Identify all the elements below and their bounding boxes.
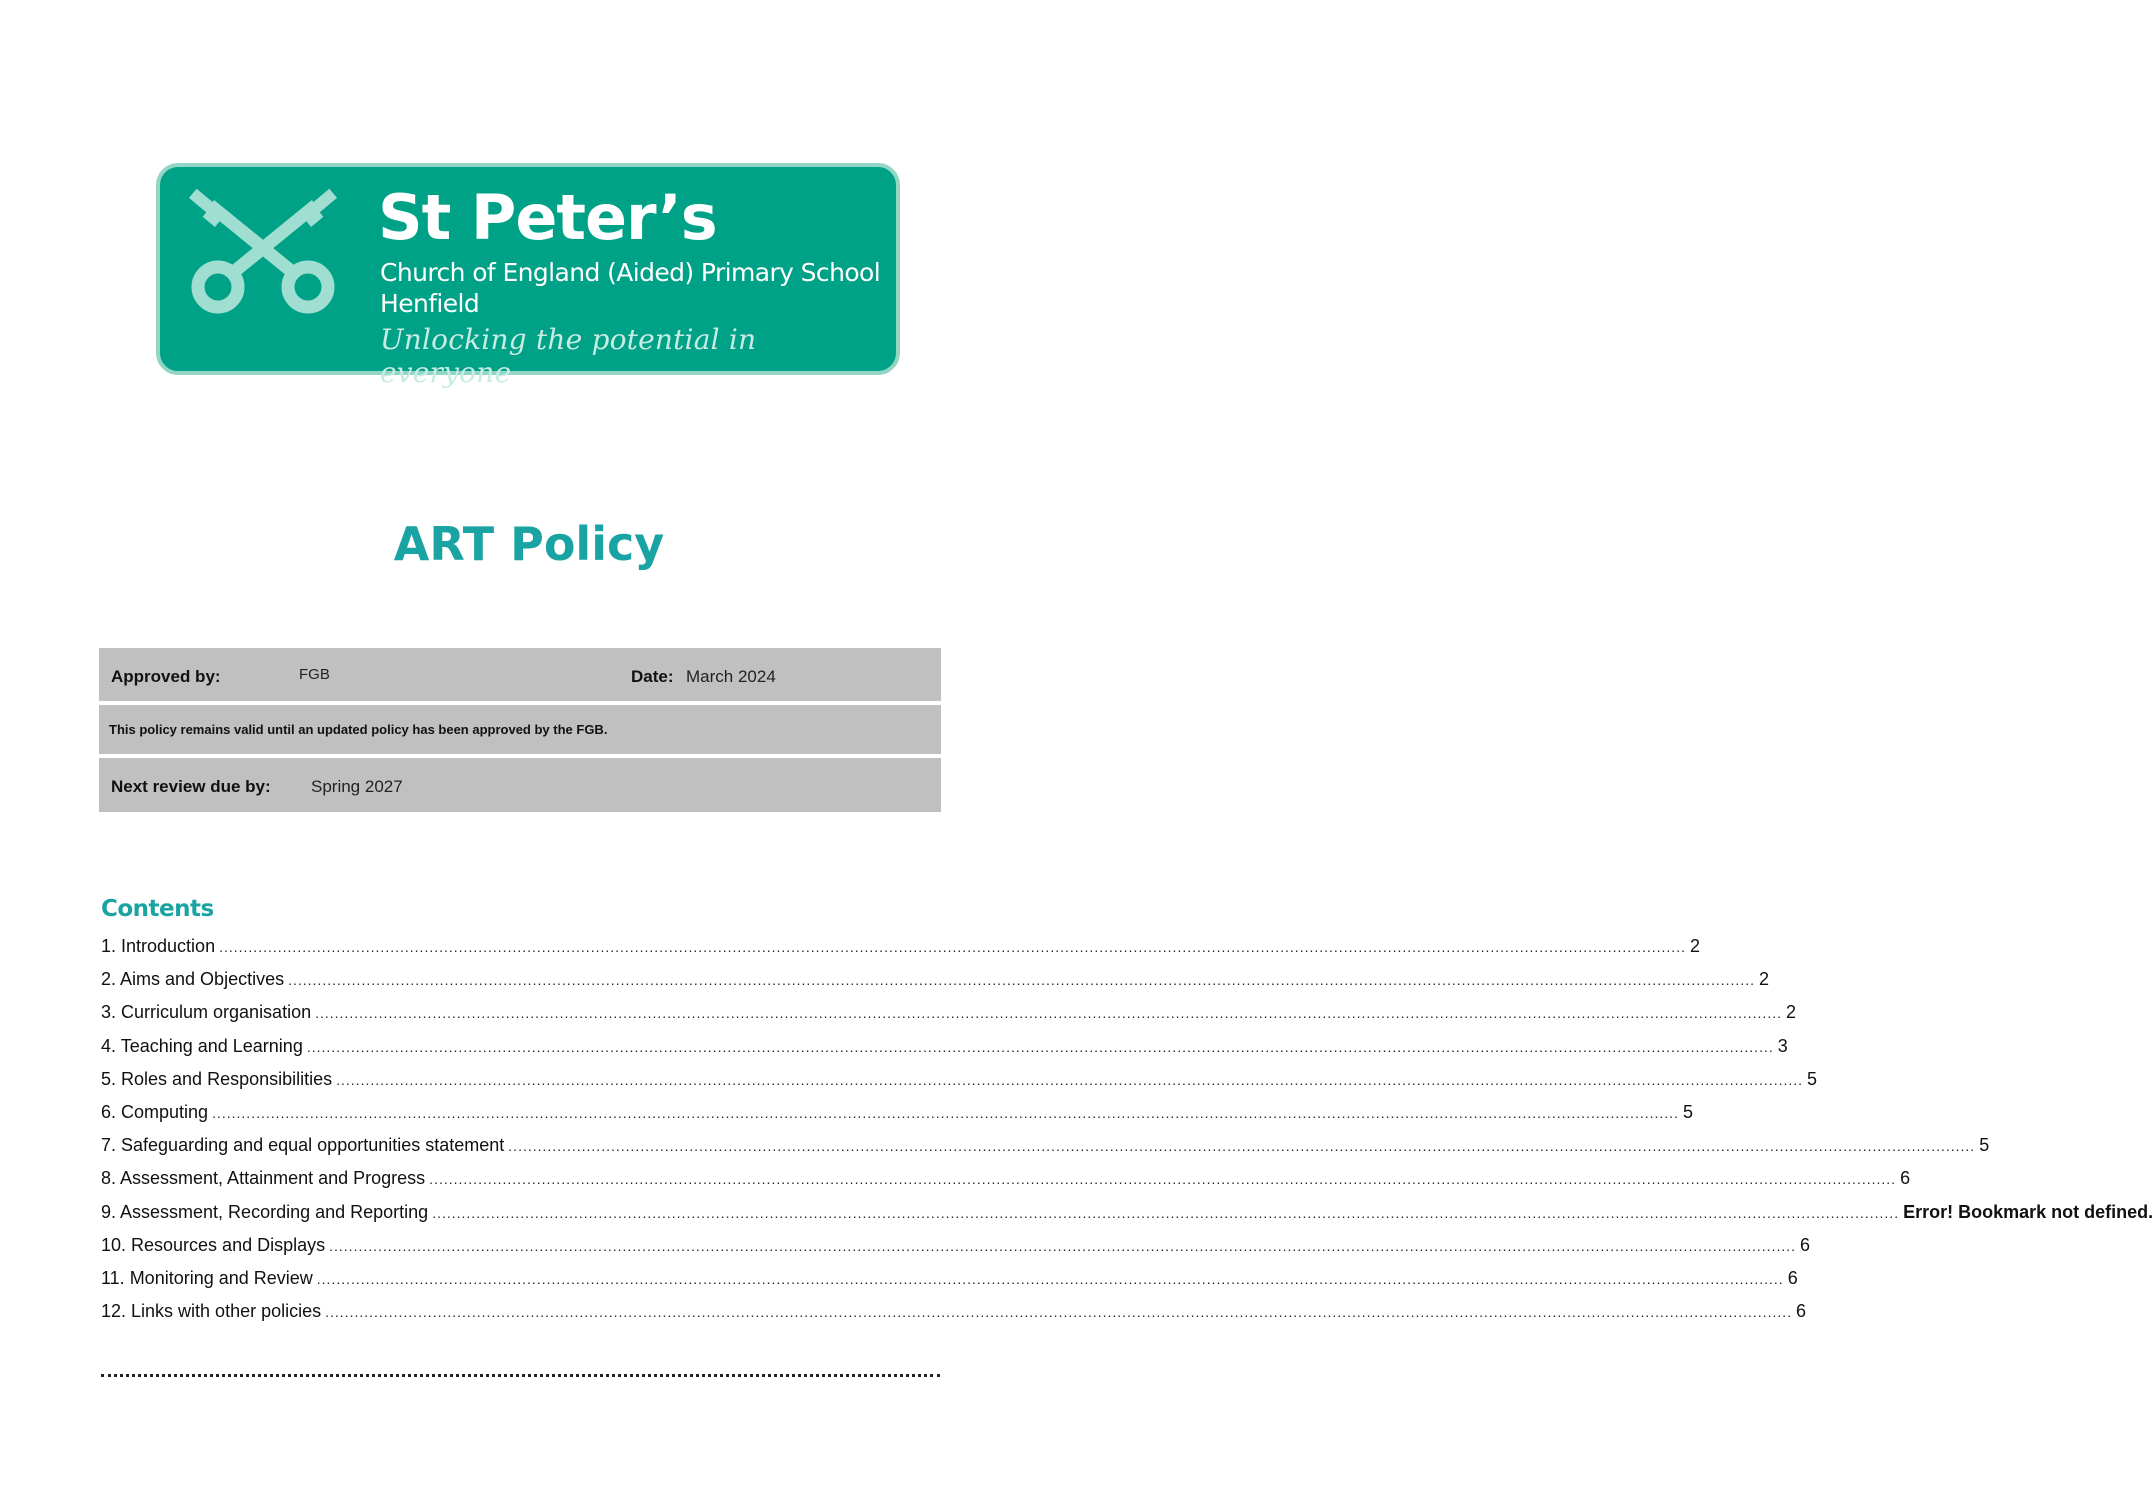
toc-leader-dots: ............................................................................................................................................................................................................................................................................................................ [316,1270,1784,1287]
dotted-divider [101,1374,940,1377]
approval-row [99,648,941,701]
school-logo [156,163,900,389]
toc-leader-dots: ............................................................................................................................................................................................................................................................................................................ [212,1104,1679,1121]
toc-item-title[interactable]: 4. Teaching and Learning [101,1035,303,1056]
toc-item-page: 5 [1979,1135,1990,1156]
toc-item-title[interactable]: 5. Roles and Responsibilities [101,1068,333,1089]
toc-item-title[interactable]: 3. Curriculum organisation [101,1002,312,1023]
page-title: ART Policy [393,517,665,571]
toc-item[interactable] [101,1201,2153,1235]
logo-subtitle-line1: Church of England (Aided) Primary School [380,258,881,287]
toc-item-page: 2 [1786,1002,1797,1023]
toc-leader-dots: ............................................................................................................................................................................................................................................................................................................ [336,1071,1804,1088]
toc-item[interactable] [101,1168,1911,1201]
toc-leader-dots: ............................................................................................................................................................................................................................................................................................................ [429,1171,1897,1188]
toc-leader-dots: ............................................................................................................................................................................................................................................................................................................ [508,1138,1976,1155]
toc-item[interactable] [101,1301,1807,1334]
validity-row [99,705,941,754]
next-review-value: Spring 2027 [311,777,403,796]
toc-item-page: 3 [1777,1035,1788,1056]
toc-leader-dots: ............................................................................................................................................................................................................................................................................................................ [432,1204,1900,1221]
date-value: March 2024 [686,667,776,686]
toc-item-page: 2 [1689,936,1700,956]
logo-subtitle [380,257,880,319]
toc-item-title[interactable]: 10. Resources and Displays [101,1234,326,1255]
logo-subtitle-line2: Henfield [380,289,480,318]
toc-item-title[interactable]: 1. Introduction [101,936,216,956]
toc-item-page: 5 [1682,1101,1693,1122]
validity-note: This policy remains valid until an updated policy has been approved by the FGB. [109,722,608,737]
toc-item-title[interactable]: 2. Aims and Objectives [101,969,285,990]
toc-item[interactable] [101,1135,1990,1168]
toc-item-title[interactable]: 6. Computing [101,1101,209,1122]
approved-by-value: FGB [299,666,330,683]
toc-item[interactable] [101,969,1770,1002]
toc-item[interactable] [101,1002,1797,1035]
toc-leader-dots: ............................................................................................................................................................................................................................................................................................................ [288,972,1755,989]
crossed-keys-icon [188,183,338,323]
toc-item-title[interactable]: 7. Safeguarding and equal opportunities statement [101,1135,505,1156]
toc-item-page: Error! Bookmark not defined. [1903,1201,2153,1222]
toc-leader-dots: ............................................................................................................................................................................................................................................................................................................ [325,1304,1793,1321]
approved-by-label: Approved by: [111,667,221,686]
toc-item-page: 5 [1807,1068,1818,1089]
table-of-contents [101,936,2153,1334]
toc-leader-dots: ............................................................................................................................................................................................................................................................................................................ [219,939,1686,955]
date-label: Date: [631,667,674,686]
toc-item[interactable] [101,1035,1788,1069]
toc-leader-dots: ............................................................................................................................................................................................................................................................................................................ [315,1005,1782,1022]
toc-item[interactable] [101,1101,1693,1135]
toc-item-page: 6 [1787,1267,1798,1288]
toc-item[interactable] [101,1234,1811,1268]
toc-item-title[interactable]: 12. Links with other policies [101,1301,322,1322]
review-row [99,758,941,812]
toc-leader-dots: ............................................................................................................................................................................................................................................................................................................ [329,1237,1797,1254]
toc-item[interactable] [101,1068,1818,1102]
next-review-label: Next review due by: [111,777,271,796]
toc-item-page: 2 [1759,969,1770,990]
logo-school-name: St Peter’s [378,181,717,254]
logo-motto: Unlocking the potential in everyone [380,323,757,389]
toc-item-page: 6 [1800,1234,1811,1255]
toc-item-page: 6 [1796,1301,1807,1322]
contents-heading: Contents [101,896,214,922]
toc-leader-dots: ............................................................................................................................................................................................................................................................................................................ [306,1038,1774,1055]
toc-item-title[interactable]: 11. Monitoring and Review [101,1267,313,1288]
toc-item-page: 6 [1900,1168,1911,1189]
toc-item[interactable] [101,936,1700,969]
toc-item[interactable] [101,1267,1798,1301]
toc-item-title[interactable]: 9. Assessment, Recording and Reporting [101,1201,429,1222]
toc-item-title[interactable]: 8. Assessment, Attainment and Progress [101,1168,426,1189]
